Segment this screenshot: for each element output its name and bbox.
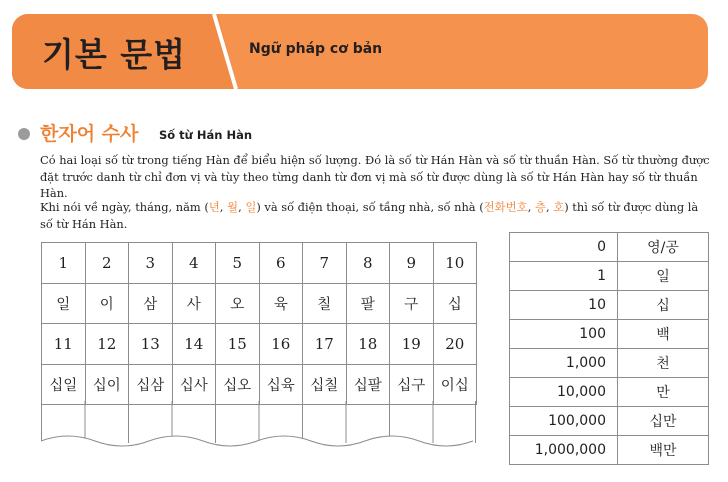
grid-cell: 사 <box>172 283 216 324</box>
highlight-room: 호 <box>553 200 565 214</box>
grid-cell: 십사 <box>172 364 216 405</box>
highlight-floor: 층 <box>534 200 546 214</box>
korean-cell: 영/공 <box>618 233 709 262</box>
korean-cell: 천 <box>618 349 709 378</box>
table-row <box>510 407 709 436</box>
grid-cell: 육 <box>259 283 303 324</box>
grid-cell: 십 <box>433 283 477 324</box>
korean-cell: 백만 <box>618 436 709 465</box>
grid-cell: 십삼 <box>129 364 173 405</box>
grid-torn-edge <box>41 401 476 451</box>
grid-cell: 19 <box>390 324 434 365</box>
number-cell: 10,000 <box>510 378 618 407</box>
header-banner <box>12 14 708 89</box>
grid-cell: 14 <box>172 324 216 365</box>
highlight-year: 년 <box>208 200 220 214</box>
grid-cell: 8 <box>346 243 390 284</box>
table-row <box>510 349 709 378</box>
number-cell: 1,000 <box>510 349 618 378</box>
grid-cell: 9 <box>390 243 434 284</box>
grid-cell: 십칠 <box>303 364 347 405</box>
grid-cell: 십오 <box>216 364 260 405</box>
page-subtitle: Ngữ pháp cơ bản <box>249 41 383 57</box>
grid-cell: 칠 <box>303 283 347 324</box>
section-subtitle: Số từ Hán Hàn <box>159 128 253 142</box>
grid-cell: 1 <box>42 243 86 284</box>
grid-row-digits-1 <box>42 243 477 284</box>
table-row <box>510 291 709 320</box>
grid-cell: 4 <box>172 243 216 284</box>
grid-cell: 12 <box>85 324 129 365</box>
sino-korean-number-grid <box>41 242 477 405</box>
paragraph-intro: Có hai loại số từ trong tiếng Hàn để biểu hiện số lượng. Đó là số từ Hán Hàn và số từ thuần Hàn. Số từ thường được đặt trước danh từ chỉ đơn vị và tùy theo từng danh từ đơn vị mà số từ được dùng là số từ Hán Hàn hay số từ thuần Hàn. <box>40 153 710 200</box>
grid-cell: 5 <box>216 243 260 284</box>
page-title: 기본 문법 <box>42 35 187 74</box>
korean-cell: 십 <box>618 291 709 320</box>
number-cell: 100 <box>510 320 618 349</box>
grid-cell: 11 <box>42 324 86 365</box>
grid-cell: 십구 <box>390 364 434 405</box>
grid-cell: 7 <box>303 243 347 284</box>
grid-cell: 이 <box>85 283 129 324</box>
grid-cell: 20 <box>433 324 477 365</box>
section-title: 한자어 수사 <box>40 123 139 145</box>
grid-cell: 십이 <box>85 364 129 405</box>
korean-cell: 일 <box>618 262 709 291</box>
highlight-phone: 전화번호 <box>483 200 528 214</box>
grid-cell: 십육 <box>259 364 303 405</box>
korean-cell: 십만 <box>618 407 709 436</box>
korean-cell: 만 <box>618 378 709 407</box>
table-row <box>510 436 709 465</box>
number-cell: 1,000,000 <box>510 436 618 465</box>
number-cell: 100,000 <box>510 407 618 436</box>
highlight-day: 일 <box>245 200 257 214</box>
grid-cell: 3 <box>129 243 173 284</box>
grid-cell: 이십 <box>433 364 477 405</box>
large-numbers-table <box>509 232 709 465</box>
number-cell: 10 <box>510 291 618 320</box>
grid-cell: 10 <box>433 243 477 284</box>
grid-cell: 13 <box>129 324 173 365</box>
number-cell: 1 <box>510 262 618 291</box>
grid-cell: 6 <box>259 243 303 284</box>
korean-cell: 백 <box>618 320 709 349</box>
grid-row-korean-2 <box>42 364 477 405</box>
grid-cell: 18 <box>346 324 390 365</box>
grid-cell: 십팔 <box>346 364 390 405</box>
table-row <box>510 233 709 262</box>
grid-row-digits-2 <box>42 324 477 365</box>
grid-cell: 구 <box>390 283 434 324</box>
table-row <box>510 378 709 407</box>
grid-cell: 삼 <box>129 283 173 324</box>
banner-divider <box>208 14 238 89</box>
paragraph-usage: Khi nói về ngày, tháng, năm (년, 월, 일) và số điện thoại, số tầng nhà, số nhà (전화번호, 층, 호) thì số từ được dùng là số từ Hán Hàn. <box>40 200 699 231</box>
grid-cell: 17 <box>303 324 347 365</box>
grid-cell: 오 <box>216 283 260 324</box>
number-cell: 0 <box>510 233 618 262</box>
table-row <box>510 262 709 291</box>
bullet-icon <box>18 128 30 140</box>
grid-cell: 팔 <box>346 283 390 324</box>
grid-cell: 십일 <box>42 364 86 405</box>
grid-cell: 15 <box>216 324 260 365</box>
grid-row-korean-1 <box>42 283 477 324</box>
table-row <box>510 320 709 349</box>
grid-cell: 2 <box>85 243 129 284</box>
grid-cell: 16 <box>259 324 303 365</box>
grid-cell: 일 <box>42 283 86 324</box>
highlight-month: 월 <box>227 200 239 214</box>
